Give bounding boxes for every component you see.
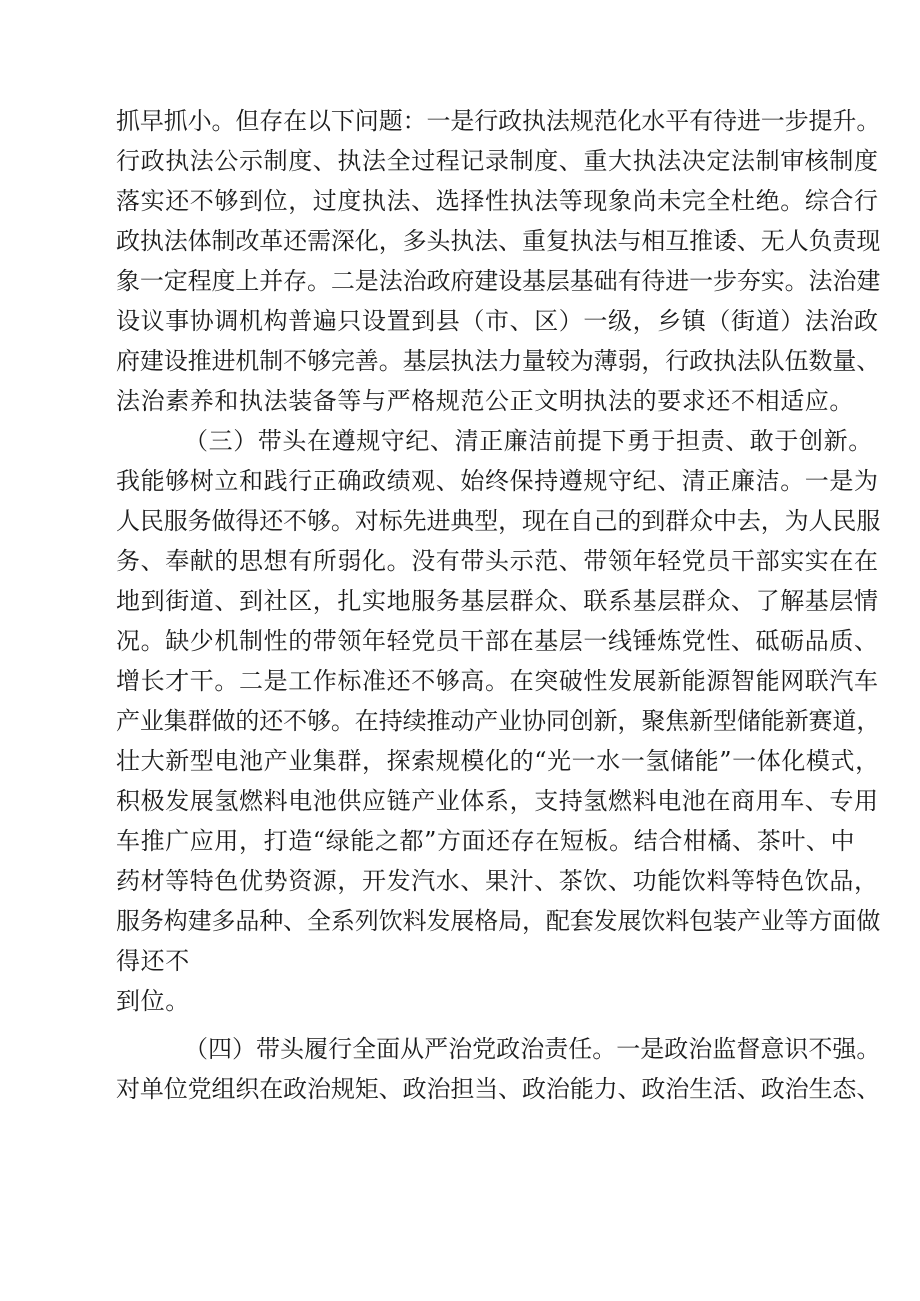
text-line: 府建设推进机制不够完善。基层执法力量较为薄弱，行政执法队伍数量、 [116, 347, 881, 375]
text-line: 政执法体制改革还需深化，多头执法、重复执法与相互推诿、无人负责现 [116, 227, 881, 255]
text-line: 壮大新型电池产业集群，探索规模化的“光一水一氢储能”一体化模式， [116, 747, 880, 775]
section-heading: （三）带头在遵规守纪、清正廉洁前提下勇于担责、敢于创新。 [184, 427, 873, 455]
text-line: 法治素养和执法装备等与严格规范公正文明执法的要求还不相适应。 [116, 387, 854, 415]
text-line: 务、奉献的思想有所弱化。没有带头示范、带领年轻党员干部实实在在 [116, 547, 879, 575]
text-line: 到位。 [116, 987, 190, 1015]
text-line: 象一定程度上并存。二是法治政府建设基层基础有待进一步夯实。法治建 [116, 267, 881, 295]
text-line: 药材等特色优势资源，开发汽水、果汁、茶饮、功能饮料等特色饮品， [116, 867, 879, 895]
text-line: 积极发展氢燃料电池供应链产业体系，支持氢燃料电池在商用车、专用 [116, 787, 879, 815]
text-line: 抓早抓小。但存在以下问题：一是行政执法规范化水平有待进一步提升。 [116, 107, 881, 135]
text-line: 车推广应用，打造“绿能之都”方面还存在短板。结合柑橘、茶叶、中 [116, 827, 856, 855]
text-line: 我能够树立和践行正确政绩观、始终保持遵规守纪、清正廉洁。一是为 [116, 467, 879, 495]
text-line: 况。缺少机制性的带领年轻党员干部在基层一线锤炼党性、砥砺品质、 [116, 627, 879, 655]
text-line: 对单位党组织在政治规矩、政治担当、政治能力、政治生活、政治生态、 [116, 1075, 881, 1103]
text-line: 得还不 [116, 947, 190, 975]
text-line: 服务构建多品种、全系列饮料发展格局，配套发展饮料包装产业等方面做 [116, 907, 881, 935]
text-line: 设议事协调机构普遍只设置到县（市、区）一级，乡镇（街道）法治政 [116, 307, 879, 335]
text-line: 产业集群做的还不够。在持续推动产业协同创新，聚焦新型储能新赛道， [116, 707, 881, 735]
text-line: 落实还不够到位，过度执法、选择性执法等现象尚未完全杜绝。综合行 [116, 187, 879, 215]
text-line: 增长才干。二是工作标准还不够高。在突破性发展新能源智能网联汽车 [116, 667, 879, 695]
text-line: 人民服务做得还不够。对标先进典型，现在自己的到群众中去，为人民服 [116, 507, 881, 535]
text-line: 地到街道、到社区，扎实地服务基层群众、联系基层群众、了解基层情 [116, 587, 879, 615]
text-line: 行政执法公示制度、执法全过程记录制度、重大执法决定法制审核制度 [116, 147, 879, 175]
section-heading: （四）带头履行全面从严治党政治责任。一是政治监督意识不强。 [184, 1035, 881, 1063]
